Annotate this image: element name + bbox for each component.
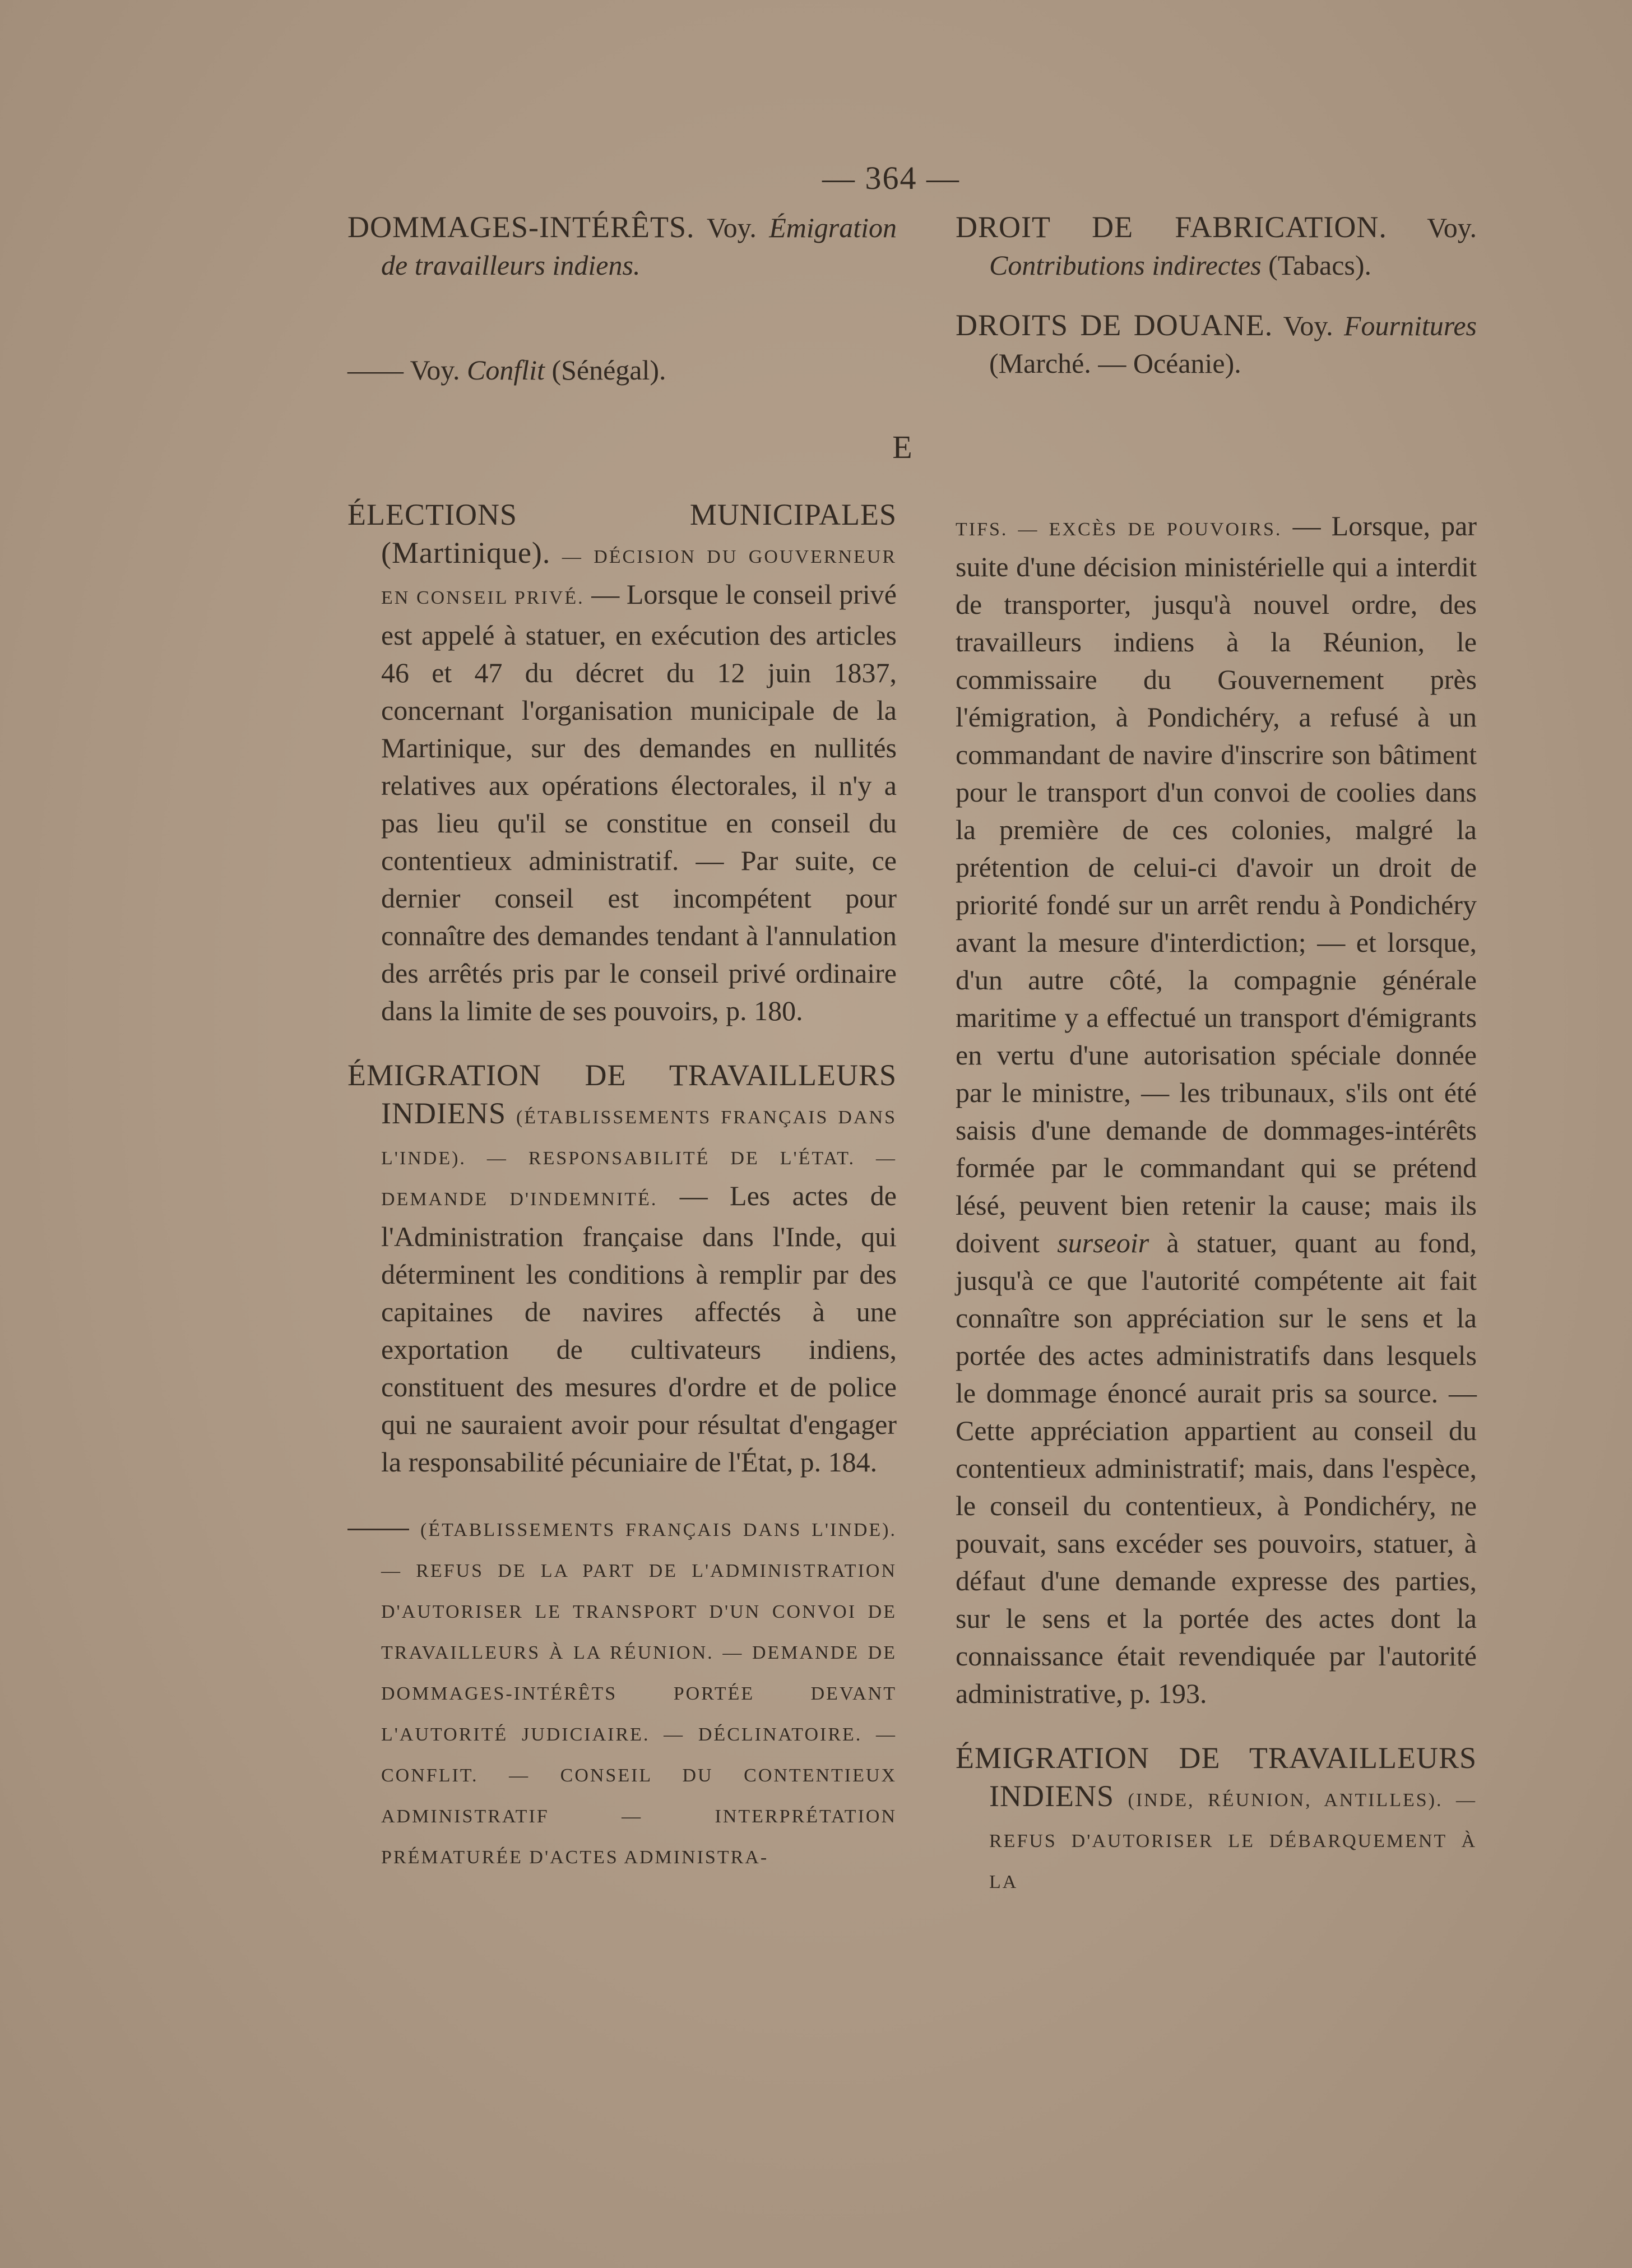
voy-label: Voy. [404,354,467,386]
index-entry-continued [956,507,1477,1712]
section-letter: E [892,429,912,465]
xref-entry [347,209,897,284]
reference-text: Fournitures [1343,310,1477,341]
index-entry [347,496,897,1030]
xref-entry [347,351,897,389]
reference-tail: (Marché. — Océanie). [989,348,1241,379]
index-entry [347,1057,897,1481]
reference-text: Contributions indirectes [989,249,1262,281]
reference-text: Conflit [467,354,545,386]
entry-subject: TIFS. — EXCÈS DE POUVOIRS. [956,519,1282,540]
right-column [956,507,1477,1901]
voy-label: Voy. [694,212,769,243]
entry-heading: ÉLECTIONS MUNICIPALES (Martinique). [347,498,897,570]
entry-dash-rule [347,1529,409,1530]
entry-subject: (INDE, RÉUNION, ANTILLES). — REFUS D'AUTORISER LE DÉBARQUEMENT À LA [989,1790,1477,1892]
voy-label: Voy. [1273,310,1344,341]
index-entry [347,1508,897,1876]
top-right-column [956,209,1477,382]
page-number: — 364 — [822,160,960,196]
left-column [347,496,897,1876]
entry-body: — Les actes de l'Administration française dans l'Inde, qui déterminent les conditions à remplir par des capitaines de navires affectés à une exportation de cultivateurs indiens, constituent des mesures d'ordre et de police qui ne sauraient avoir pour résultat d'engager la responsabilité pécuniaire de l'État, p. 184. [381,1180,897,1478]
top-left-column [347,209,897,389]
entry-subject: (ÉTABLISSEMENTS FRANÇAIS DANS L'INDE). — REFUS DE LA PART DE L'ADMINISTRATION D'AUTORISER LE TRANSPORT D'UN CONVOI DE TRAVAILLEURS À LA RÉUNION. — DEMANDE DE DOMMAGES-INTÉRÊTS PORTÉE DEVANT L'AUTORITÉ JUDICIAIRE. — DÉCLINATOIRE. — CONFLIT. — CONSEIL DU CONTENTIEUX ADMINISTRATIF — INTERPRÉTATION PRÉMATURÉE D'ACTES ADMINISTRA- [381,1520,897,1868]
voy-label: Voy. [1387,212,1477,243]
xref-entry [956,307,1477,382]
xref-entry [956,209,1477,284]
entry-heading: DROIT DE FABRICATION. [956,210,1387,244]
entry-body: — Lorsque, par suite d'une décision ministérielle qui a interdit de transporter, jusqu'à nouvel ordre, des travailleurs indiens à la Réunion, le commissaire du Gouvernement près l'émigration, à Pondichéry, a refusé à un commandant de navire d'inscrire son bâtiment pour le transport d'un convoi de coolies dans la première de ces colonies, malgré la prétention de celui-ci d'avoir un droit de priorité fondé sur un arrêt rendu à Pondichéry avant la mesure d'interdiction; — et lorsque, d'un autre côté, la compagnie générale maritime y a effectué un transport d'émigrants en vertu d'une autorisation spéciale donnée par le ministre, — les tribunaux, s'ils ont été saisis d'une demande de dommages-intérêts formée par le commandant qui se prétend lésé, peuvent bien retenir la cause; mais ils doivent [956,510,1477,1258]
entry-subject: — DÉCISION DU GOUVERNEUR EN CONSEIL PRIVÉ. [381,547,897,608]
reference-tail: (Sénégal). [544,354,666,386]
entry-italic-term: surseoir [1057,1227,1149,1258]
entry-body: à statuer, quant au fond, jusqu'à ce que l'autorité compétente ait fait connaître son appréciation sur le sens et la portée des actes administratifs dans lesquels le dommage énoncé aurait pris sa source. — Cette appréciation appartient au conseil du contentieux administratif; mais, dans l'espèce, le conseil du contentieux, à Pondichéry, ne pouvait, sans excéder ses pouvoirs, statuer, à défaut d'une demande expresse des parties, sur le sens et la portée des actes dont la connaissance était revendiquée par l'autorité administrative, p. 193. [956,1227,1477,1709]
index-entry [956,1739,1477,1901]
entry-heading: DROITS DE DOUANE. [956,308,1273,342]
reference-tail: (Tabacs). [1261,249,1372,281]
reference-text: Émigration de travailleurs indiens. [381,212,897,281]
entry-heading: ÉMIGRATION DE TRAVAILLEURS INDIENS [956,1741,1477,1813]
entry-dash: —— [347,354,404,386]
entry-body: — Lorsque le conseil privé est appelé à statuer, en exécution des articles 46 et 47 du décret du 12 juin 1837, concernant l'organisation municipale de la Martinique, sur des demandes en nullités relatives aux opérations électorales, il n'y a pas lieu qu'il se constitue en conseil du contentieux administratif. — Par suite, ce dernier conseil est incompétent pour connaître des demandes tendant à l'annulation des arrêtés pris par le conseil privé ordinaire dans la limite de ses pouvoirs, p. 180. [381,578,897,1026]
entry-heading: ÉMIGRATION DE TRAVAILLEURS INDIENS [347,1058,897,1130]
entry-heading: DOMMAGES-INTÉRÊTS. [347,210,695,244]
entry-subject: (ÉTABLISSEMENTS FRANÇAIS DANS L'INDE). — RESPONSABILITÉ DE L'ÉTAT. — DEMANDE D'INDEMNITÉ. [381,1107,897,1210]
